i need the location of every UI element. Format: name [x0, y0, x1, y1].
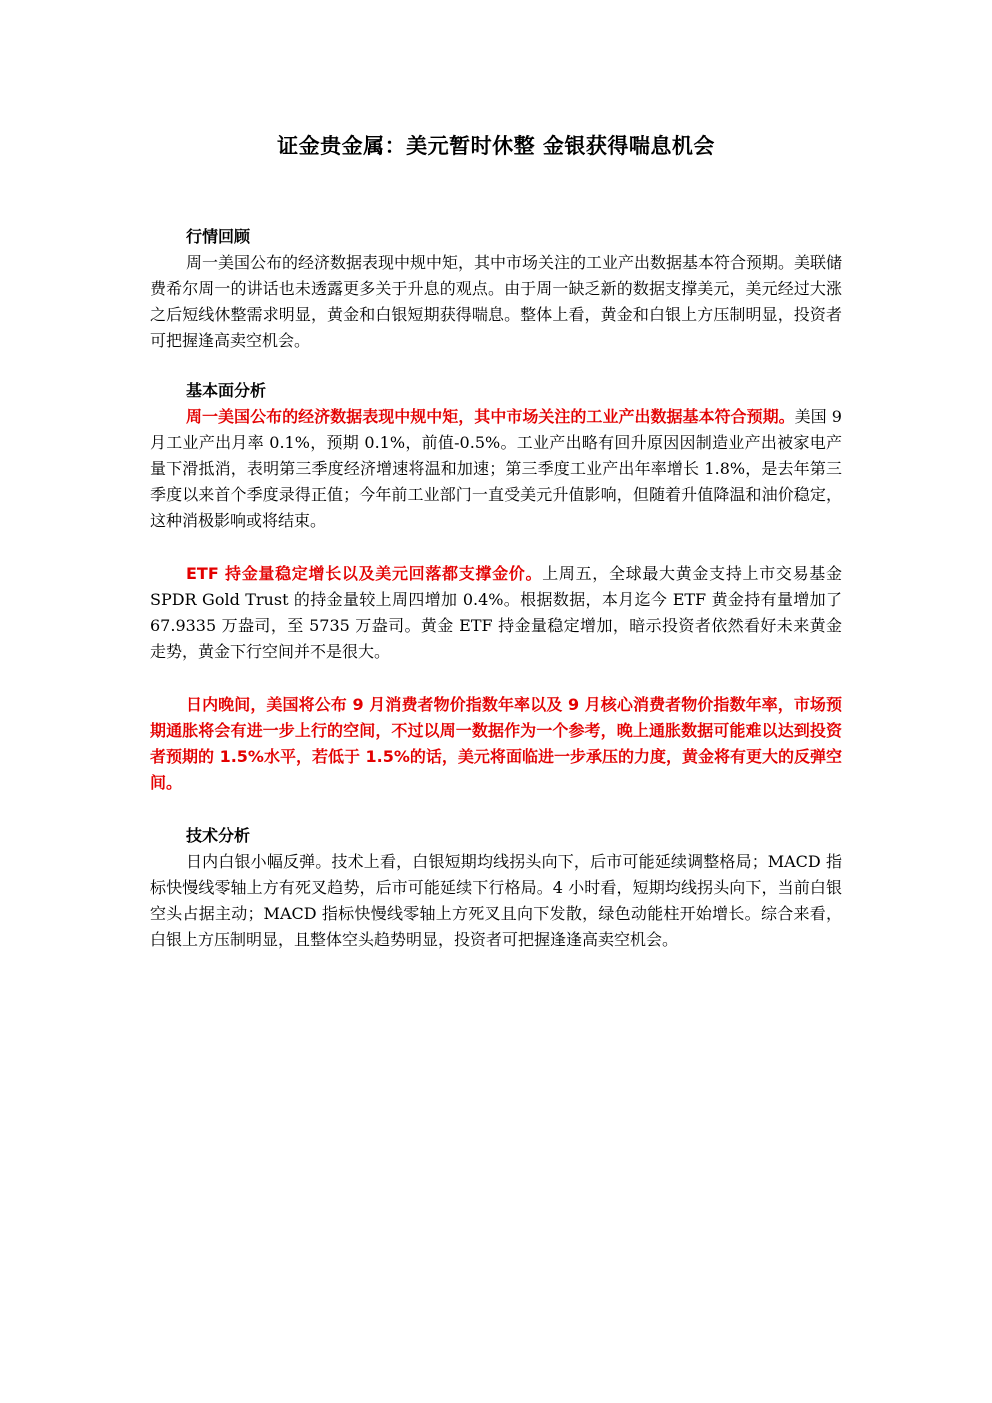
document-title: 证金贵金属：美元暂时休整 金银获得喘息机会 [277, 134, 715, 158]
section-market-review [150, 224, 842, 354]
document-body [150, 224, 842, 953]
section-technical-analysis [150, 823, 842, 953]
fundamental-paragraph-1 [150, 404, 842, 534]
fundamental-paragraph-3 [150, 692, 842, 796]
highlight-text: ETF 持金量稳定增长以及美元回落都支撑金价。 [186, 564, 543, 583]
paragraph-spacer [150, 534, 842, 561]
section-fundamental-analysis [150, 378, 842, 796]
highlight-text: 周一美国公布的经济数据表现中规中矩，其中市场关注的工业产出数据基本符合预期。 [186, 407, 795, 426]
market-review-paragraph: 周一美国公布的经济数据表现中规中矩，其中市场关注的工业产出数据基本符合预期。美联储费希尔周一的讲话也未透露更多关于升息的观点。由于周一缺乏新的数据支撑美元，美元经过大涨之后短线休整需求明显，黄金和白银短期获得喘息。整体上看，黄金和白银上方压制明显，投资者可把握逢高卖空机会。 [150, 253, 843, 350]
highlight-text: 日内晚间，美国将公布 9 月消费者物价指数年率以及 9 月核心消费者物价指数年率，市场预期通胀将会有进一步上行的空间，不过以周一数据作为一个参考，晚上通胀数据可能难以达到投资者预期的 1.5%水平，若低于 1.5%的话，美元将面临进一步承压的力度，黄金将有更大的反弹空间。 [150, 695, 842, 792]
fundamental-paragraph-2 [150, 561, 842, 665]
section-spacer [150, 796, 842, 823]
paragraph-text: 美国 9 月工业产出月率 0.1%，预期 0.1%，前值-0.5%。工业产出略有回升原因因制造业产出被家电产量下滑抵消，表明第三季度经济增速将温和加速；第三季度工业产出年率增长 1.8%，是去年第三季度以来首个季度录得正值；今年前工业部门一直受美元升值影响，但随着升值降温和油价稳定，这种消极影响或将结束。 [150, 407, 842, 530]
section-heading-technical: 技术分析 [186, 826, 251, 845]
technical-paragraph: 日内白银小幅反弹。技术上看，白银短期均线拐头向下，后市可能延续调整格局；MACD 指标快慢线零轴上方有死叉趋势，后市可能延续下行格局。4 小时看，短期均线拐头向下，当前白银空头占据主动；MACD 指标快慢线零轴上方死叉且向下发散，绿色动能柱开始增长。综合来看，白银上方压制明显，且整体空头趋势明显，投资者可把握逢逢高卖空机会。 [150, 852, 842, 949]
section-heading-fundamental: 基本面分析 [186, 381, 267, 400]
section-heading-market-review: 行情回顾 [186, 227, 251, 246]
paragraph-text: 上周五，全球最大黄金支持上市交易基金 SPDR Gold Trust 的持金量较上周四增加 0.4%。根据数据，本月迄今 ETF 黄金持有量增加了 67.9335 万盎司，至 5735 万盎司。黄金 ETF 持金量稳定增加，暗示投资者依然看好未来黄金走势，黄金下行空间并不是很大。 [150, 564, 842, 661]
paragraph-spacer [150, 665, 842, 692]
section-spacer [150, 354, 842, 378]
